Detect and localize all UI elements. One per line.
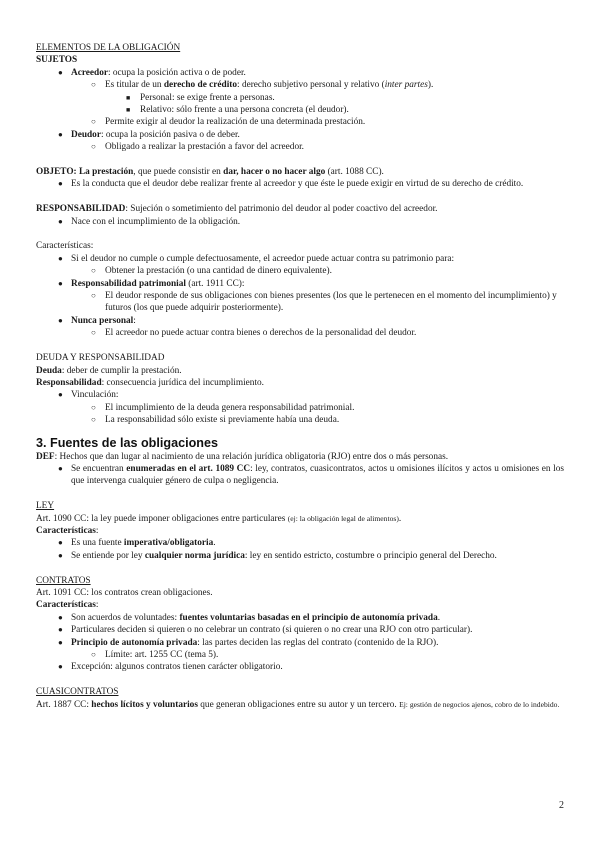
bullet-disc-icon: ● bbox=[58, 390, 63, 400]
list-item-acreedor: ● Acreedor: ocupa la posición activa o de poder. bbox=[58, 67, 246, 78]
objeto-paragraph: OBJETO: La prestación, que puede consistir en dar, hacer o no hacer algo (art. 1088 CC). bbox=[36, 167, 384, 178]
list-item-titular: ○ Es titular de un derecho de crédito: derecho subjetivo personal y relativo (inter partes). bbox=[91, 80, 434, 91]
list-item-autonomia: ● Principio de autonomía privada: las partes deciden las reglas del contrato (contenido de la RJO). bbox=[58, 637, 439, 648]
fuentes-list bbox=[36, 463, 564, 488]
fuentes-heading: 3. Fuentes de las obligaciones bbox=[36, 435, 218, 450]
bullet-disc-icon: ● bbox=[58, 538, 63, 548]
bullet-disc-icon: ● bbox=[58, 315, 63, 325]
responsabilidad-list bbox=[36, 216, 564, 228]
bullet-disc-icon: ● bbox=[58, 662, 63, 672]
list-item-vinculacion: ● Vinculación: bbox=[58, 390, 119, 401]
bullet-circle-icon: ○ bbox=[91, 291, 96, 301]
document-content bbox=[36, 42, 564, 711]
responsabilidad-line: Responsabilidad: consecuencia jurídica del incumplimiento. bbox=[36, 377, 265, 388]
list-item-particulares: ● Particulares deciden si quieren o no celebrar un contrato (si quieren o no crear una RJO con otro particular). bbox=[58, 625, 473, 636]
bullet-disc-icon: ● bbox=[58, 612, 63, 622]
vinculacion-list bbox=[36, 389, 564, 426]
bullet-square-icon: ■ bbox=[126, 93, 131, 102]
list-item-solo-existe: ○ La responsabilidad sólo existe si previamente había una deuda. bbox=[91, 415, 340, 426]
objeto-list bbox=[36, 178, 564, 190]
bullet-circle-icon: ○ bbox=[91, 650, 96, 659]
list-item-deudor-no-cumple: ● Si el deudor no cumple o cumple defectuosamente, el acreedor puede actuar contra su patrimonio para: bbox=[58, 253, 455, 264]
list-item-nace: ● Nace con el incumplimiento de la obligación. bbox=[58, 216, 241, 227]
ley-art: Art. 1090 CC: la ley puede imponer obligaciones entre particulares (ej: la obligación legal de alimentos). bbox=[36, 513, 402, 524]
bullet-square-icon: ■ bbox=[126, 106, 131, 115]
list-item-relativo: ■ Relativo: sólo frente a una persona concreta (el deudor). bbox=[126, 105, 349, 116]
bullet-disc-icon: ● bbox=[58, 550, 63, 560]
ley-title: LEY bbox=[36, 501, 55, 512]
bullet-circle-icon: ○ bbox=[91, 415, 96, 425]
deuda-line: Deuda: deber de cumplir la prestación. bbox=[36, 365, 182, 376]
bullet-circle-icon: ○ bbox=[91, 402, 96, 412]
list-item-obtener: ○ Obtener la prestación (o una cantidad de dinero equivalente). bbox=[91, 266, 332, 277]
list-item-objeto: ● Es la conducta que el deudor debe realizar frente al acreedor y que éste le puede exigir en virtud de su derecho de crédito. bbox=[58, 179, 524, 190]
list-item-nunca-personal: ● Nunca personal: bbox=[58, 315, 136, 326]
list-item-incumplimiento: ○ El incumplimiento de la deuda genera responsabilidad patrimonial. bbox=[91, 402, 355, 413]
list-item-personal: ■ Personal: se exige frente a personas. bbox=[126, 92, 275, 103]
caracteristicas-list bbox=[36, 253, 564, 340]
list-item-acuerdos: ● Son acuerdos de voluntades: fuentes voluntarias basadas en el principio de autonomía privada. bbox=[58, 612, 441, 623]
subheading-sujetos: SUJETOS bbox=[36, 55, 78, 66]
list-item-limite: ○ Límite: art. 1255 CC (tema 5). bbox=[91, 650, 219, 660]
bullet-disc-icon: ● bbox=[58, 625, 63, 635]
bullet-circle-icon: ○ bbox=[91, 266, 96, 276]
bullet-disc-icon: ● bbox=[58, 67, 63, 77]
bullet-disc-icon: ● bbox=[58, 216, 63, 226]
list-item-permite: ○ Permite exigir al deudor la realización de una determinada prestación. bbox=[91, 117, 366, 128]
contratos-caracteristicas: Características: bbox=[36, 600, 99, 611]
list-item-patrimonial: ● Responsabilidad patrimonial (art. 1911 CC): bbox=[58, 278, 245, 289]
list-item-norma-juridica: ● Se entiende por ley cualquier norma jurídica: ley en sentido estricto, costumbre o principio general del Derecho. bbox=[58, 550, 497, 561]
bullet-disc-icon: ● bbox=[58, 129, 63, 139]
responsabilidad-paragraph: RESPONSABILIDAD: Sujeción o sometimiento del patrimonio del deudor al poder coactivo del acreedor. bbox=[36, 204, 438, 215]
section-title-elementos: ELEMENTOS DE LA OBLIGACIÓN bbox=[36, 43, 181, 53]
contratos-title: CONTRATOS bbox=[36, 575, 91, 586]
list-item-imperativa: ● Es una fuente imperativa/obligatoria. bbox=[58, 538, 216, 549]
def-paragraph: DEF: Hechos que dan lugar al nacimiento de una relación jurídica obligatoria (RJO) entre dos o más personas. bbox=[36, 451, 449, 462]
list-item-no-puede: ○ El acreedor no puede actuar contra bienes o derechos de la personalidad del deudor. bbox=[91, 328, 417, 339]
list-item-obligado: ○ Obligado a realizar la prestación a favor del acreedor. bbox=[91, 142, 305, 153]
list-item-excepcion: ● Excepción: algunos contratos tienen carácter obligatorio. bbox=[58, 662, 283, 673]
bullet-disc-icon: ● bbox=[58, 463, 63, 473]
bullet-circle-icon: ○ bbox=[91, 142, 96, 152]
bullet-circle-icon: ○ bbox=[91, 328, 96, 338]
bullet-disc-icon: ● bbox=[58, 253, 63, 263]
sujetos-list bbox=[36, 67, 564, 154]
page-number: 2 bbox=[559, 800, 564, 811]
deuda-title: DEUDA Y RESPONSABILIDAD bbox=[36, 353, 165, 364]
caracteristicas-title: Características: bbox=[36, 241, 94, 252]
bullet-circle-icon: ○ bbox=[91, 80, 96, 90]
contratos-art: Art. 1091 CC: los contratos crean obligaciones. bbox=[36, 587, 213, 598]
list-item-deudor: ● Deudor: ocupa la posición pasiva o de deber. bbox=[58, 129, 240, 140]
cuasicontratos-paragraph: Art. 1887 CC: hechos lícitos y voluntarios que generan obligaciones entre su autor y un tercero. Ej: gestión de negocios ajenos, cobro de lo indebido. bbox=[36, 699, 560, 710]
bullet-circle-icon: ○ bbox=[91, 117, 96, 127]
bullet-disc-icon: ● bbox=[58, 278, 63, 288]
list-item-enumeradas: ● Se encuentran enumeradas en el art. 1089 CC: ley, contratos, cuasicontratos, actos u omisiones ilícitos y actos u omisiones en los que intervenga cualquier género de culpa o negligencia. bbox=[58, 463, 564, 487]
contratos-list bbox=[36, 612, 564, 674]
bullet-disc-icon: ● bbox=[58, 637, 63, 647]
cuasicontratos-title: CUASICONTRATOS bbox=[36, 687, 119, 698]
bullet-disc-icon: ● bbox=[58, 179, 63, 189]
ley-caracteristicas: Características: bbox=[36, 525, 99, 536]
ley-list bbox=[36, 537, 564, 562]
list-item-responde: ○ El deudor responde de sus obligaciones con bienes presentes (los que le pertenecen en el momento del incumplimiento) y futuros (los que puede adquirir posteriormente). bbox=[91, 291, 557, 314]
